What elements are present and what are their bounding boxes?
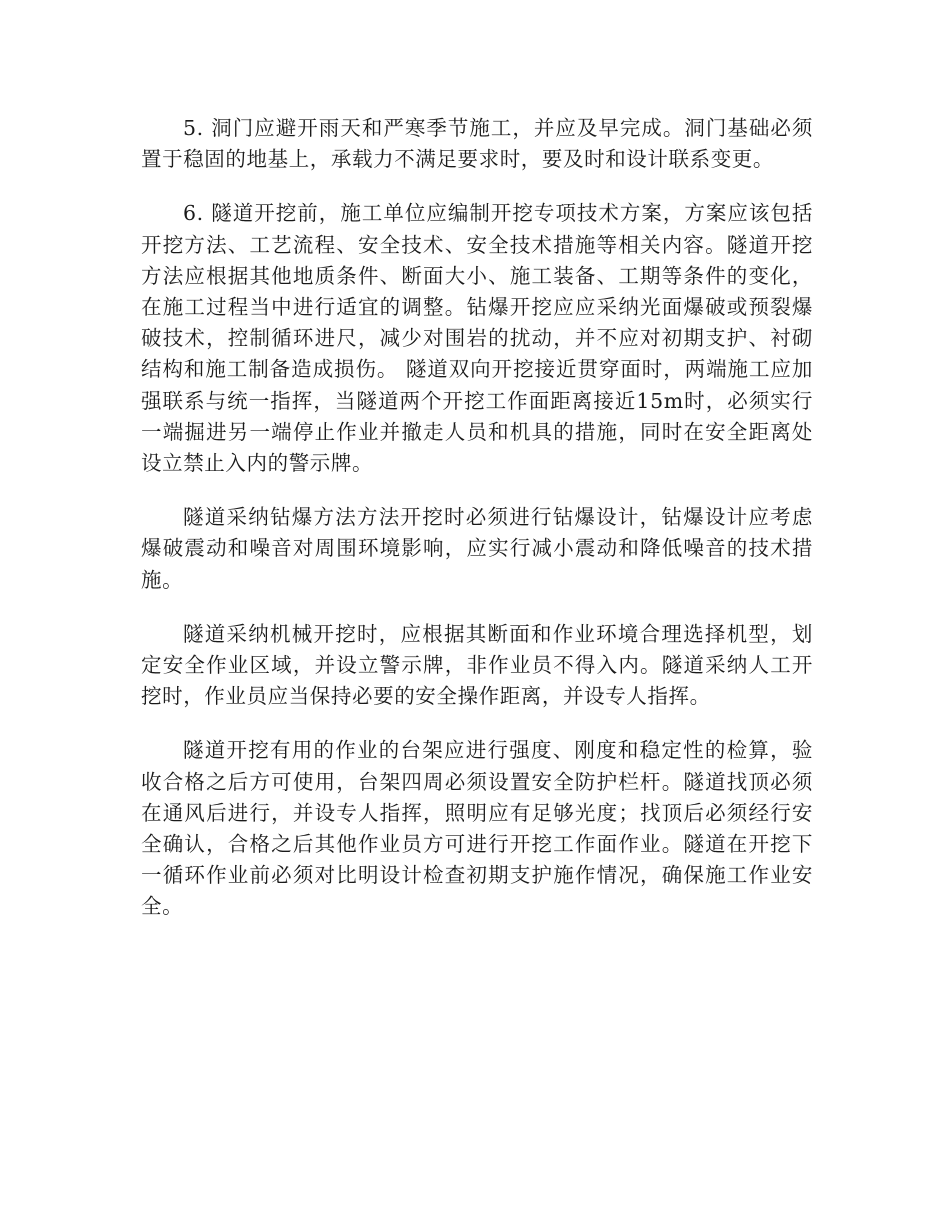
paragraph-portal-construction: 5. 洞门应避开雨天和严寒季节施工，并应及早完成。洞门基础必须置于稳固的地基上，承载力不满足要求时，要及时和设计联系变更。 <box>141 116 813 172</box>
document-body <box>141 113 813 923</box>
paragraph-excavation-plan: 6. 隧道开挖前，施工单位应编制开挖专项技术方案，方案应该包括开挖方法、工艺流程、安全技术、安全技术措施等相关内容。隧道开挖方法应根据其他地质条件、断面大小、施工装备、工期等条件的变化，在施工过程当中进行适宜的调整。钻爆开挖应应采纳光面爆破或预裂爆破技术，控制循环进尺，减少对围岩的扰动，并不应对初期支护、衬砌结构和施工制备造成损伤。 隧道双向开挖接近贯穿面时，两端施工应加强联系与统一指挥，当隧道两个开挖工作面距离接近15m时，必须实行一端掘进另一端停止作业并撤走人员和机具的措施，同时在安全距离处设立禁止入内的警示牌。 <box>141 201 813 476</box>
paragraph-mechanical-excavation: 隧道采纳机械开挖时，应根据其断面和作业环境合理选择机型，划定安全作业区域，并设立警示牌，非作业员不得入内。隧道采纳人工开挖时，作业员应当保持必要的安全操作距离，并设专人指挥。 <box>141 621 813 709</box>
paragraph-work-platform-safety: 隧道开挖有用的作业的台架应进行强度、刚度和稳定性的检算，验收合格之后方可使用，台架四周必须设置安全防护栏杆。隧道找顶必须在通风后进行，并设专人指挥，照明应有足够光度；找顶后必须经行安全确认，合格之后其他作业员方可进行开挖工作面作业。隧道在开挖下一循环作业前必须对比明设计检查初期支护施作情况，确保施工作业安全。 <box>141 738 813 919</box>
paragraph-blasting-design: 隧道采纳钻爆方法方法开挖时必须进行钻爆设计，钻爆设计应考虑爆破震动和噪音对周围环境影响，应实行减小震动和降低噪音的技术措施。 <box>141 505 813 592</box>
